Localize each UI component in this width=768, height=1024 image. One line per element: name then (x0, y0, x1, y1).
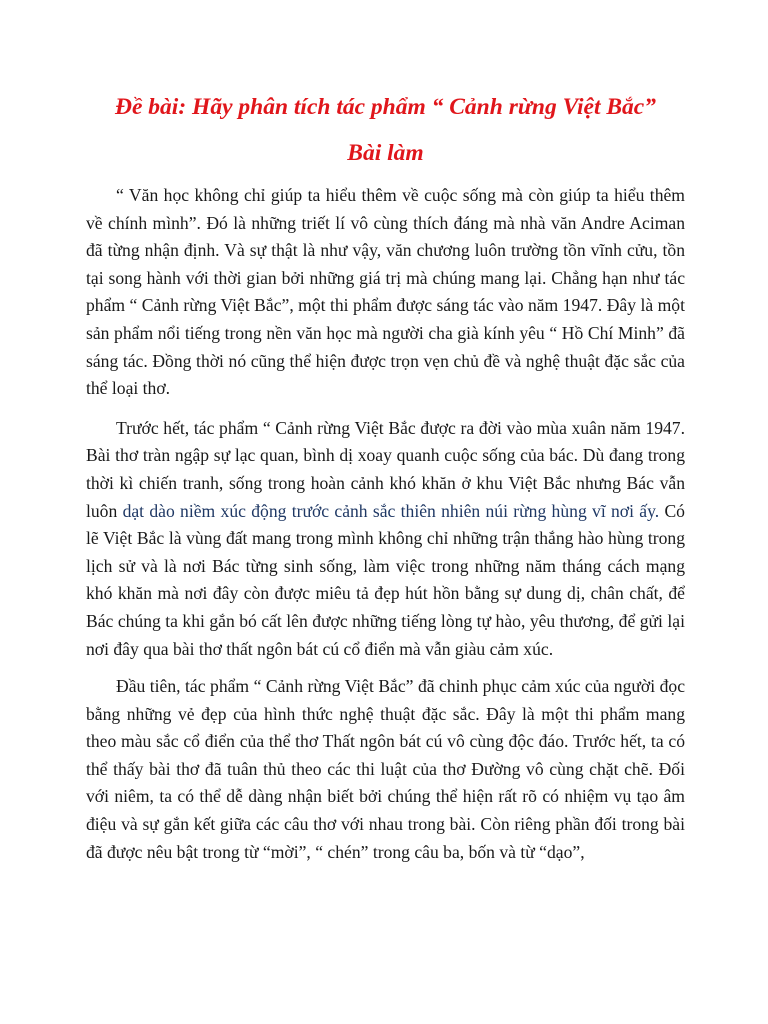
paragraph-2 (86, 415, 685, 663)
paragraph-2-highlighted-text: dạt dào niềm xúc động trước cảnh sắc thiên nhiên núi rừng hùng vĩ nơi ấy. (122, 500, 660, 521)
paragraph-2-text-before: Trước hết, tác phẩm “ Cảnh rừng Việt Bắc được ra đời vào mùa xuân năm 1947. Bài thơ tràn ngập sự lạc quan, bình dị xoay quanh cuộc sống của bác. Dù đang trong thời kì chiến tranh, sống trong hoàn cảnh khó khăn ở khu Việt Bắc nhưng Bác vẫn luôn (86, 417, 685, 521)
paragraph-3: Đầu tiên, tác phẩm “ Cảnh rừng Việt Bắc” đã chinh phục cảm xúc của người đọc bằng những vẻ đẹp của hình thức nghệ thuật đặc sắc. Đây là một thi phẩm mang theo màu sắc cổ điển của thể thơ Thất ngôn bát cú vô cùng độc đáo. Trước hết, ta có thể thấy bài thơ đã tuân thủ theo các thi luật của thơ Đường vô cùng chặt chẽ. Đối với niêm, ta có thể dễ dàng nhận biết bởi chúng thể hiện rất rõ có nhiệm vụ tạo âm điệu và sự gắn kết giữa các câu thơ với nhau trong bài. Còn riêng phần đối trong bài đã được nêu bật trong từ “mời”, “ chén” trong câu ba, bốn và từ “dạo”, (86, 676, 685, 862)
paragraph-2-text-after: Có lẽ Việt Bắc là vùng đất mang trong mình không chỉ những trận thắng hào hùng trong lịch sử và là nơi Bác từng sinh sống, làm việc trong những năm tháng cách mạng khó khăn mà nơi đây còn được miêu tả đẹp hút hồn bằng sự dung dị, chân chất, để Bác chúng ta khi gắn bó cất lên được những tiếng lòng tự hào, yêu thương, để gửi lại nơi đây qua bài thơ thất ngôn bát cú cổ điển mà vẫn giàu cảm xúc. (86, 500, 685, 659)
document-subtitle: Bài làm (347, 140, 424, 166)
document-title: Đề bài: Hãy phân tích tác phẩm “ Cảnh rừng Việt Bắc” (115, 94, 656, 120)
paragraph-1: “ Văn học không chỉ giúp ta hiểu thêm về cuộc sống mà còn giúp ta hiểu thêm về chính mình”. Đó là những triết lí vô cùng thích đáng mà nhà văn Andre Aciman đã từng nhận định. Và sự thật là như vậy, văn chương luôn trường tồn vĩnh cửu, tồn tại song hành với thời gian bởi những giá trị mà chúng mang lại. Chẳng hạn như tác phẩm “ Cảnh rừng Việt Bắc”, một thi phẩm được sáng tác vào năm 1947. Đây là một sản phẩm nổi tiếng trong nền văn học mà người cha già kính yêu “ Hồ Chí Minh” đã sáng tác. Đồng thời nó cũng thể hiện được trọn vẹn chủ đề và nghệ thuật đặc sắc của thể loại thơ. (86, 185, 685, 399)
